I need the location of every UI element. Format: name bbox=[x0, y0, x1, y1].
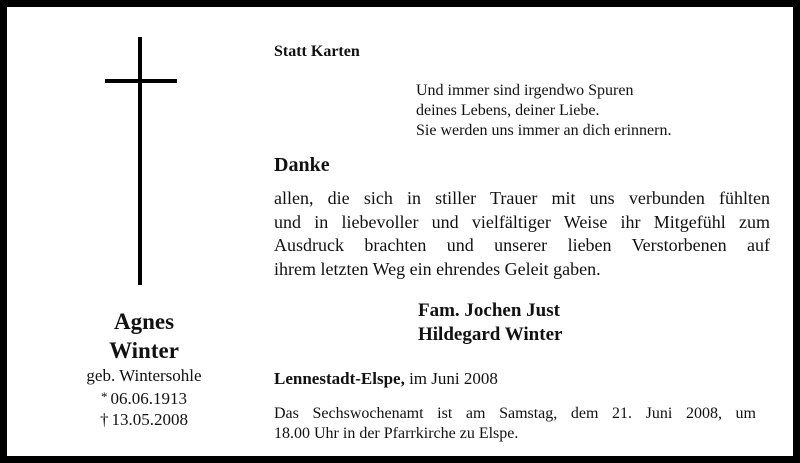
poem-line: Sie werden uns immer an dich erinnern. bbox=[416, 122, 672, 139]
notice-line: Das Sechswochenamt ist am Samstag, dem 21. Juni 2008, um bbox=[274, 405, 756, 422]
birth-date: 06.06.1913 bbox=[110, 389, 187, 408]
cross-horizontal-bar bbox=[105, 79, 177, 83]
place-date bbox=[274, 368, 498, 389]
deceased-birth-name: geb. Wintersohle bbox=[86, 366, 202, 385]
poem bbox=[416, 81, 671, 141]
poem-line: deines Lebens, deiner Liebe. bbox=[416, 102, 600, 119]
thanks-line: ihrem letzten Weg ein ehrendes Geleit gaben. bbox=[274, 258, 601, 279]
thanks-text bbox=[274, 187, 770, 281]
date: im Juni 2008 bbox=[409, 369, 498, 388]
cross-vertical-bar bbox=[138, 37, 142, 285]
signer-name: Hildegard Winter bbox=[418, 324, 563, 345]
thanks-line: und in liebevoller und vielfältiger Weise ihr Mitgefühl zum bbox=[274, 211, 770, 232]
signers bbox=[418, 299, 562, 347]
cross-icon bbox=[105, 37, 177, 285]
birth-date-line bbox=[59, 386, 229, 409]
birth-star-icon: * bbox=[101, 389, 108, 404]
death-cross-icon: † bbox=[100, 410, 109, 429]
place: Lennestadt-Elspe, bbox=[274, 369, 405, 388]
signer-name: Fam. Jochen Just bbox=[418, 300, 560, 321]
memorial-notice bbox=[274, 404, 756, 444]
notice-line: 18.00 Uhr in der Pfarrkirche zu Elspe. bbox=[274, 425, 519, 442]
death-date: 13.05.2008 bbox=[111, 410, 188, 429]
thanks-line: allen, die sich in stiller Trauer mit uns verbunden fühlten bbox=[274, 188, 770, 208]
deceased-last-name: Winter bbox=[109, 338, 179, 363]
thanks-heading: Danke bbox=[274, 154, 330, 176]
poem-line: Und immer sind irgendwo Spuren bbox=[416, 82, 634, 99]
thanks-line: Ausdruck brachten und unserer lieben Verstorbenen auf bbox=[274, 235, 770, 255]
header-title: Statt Karten bbox=[274, 43, 360, 60]
deceased-first-name: Agnes bbox=[113, 309, 175, 334]
death-date-line bbox=[59, 409, 229, 430]
deceased-info bbox=[59, 307, 229, 430]
